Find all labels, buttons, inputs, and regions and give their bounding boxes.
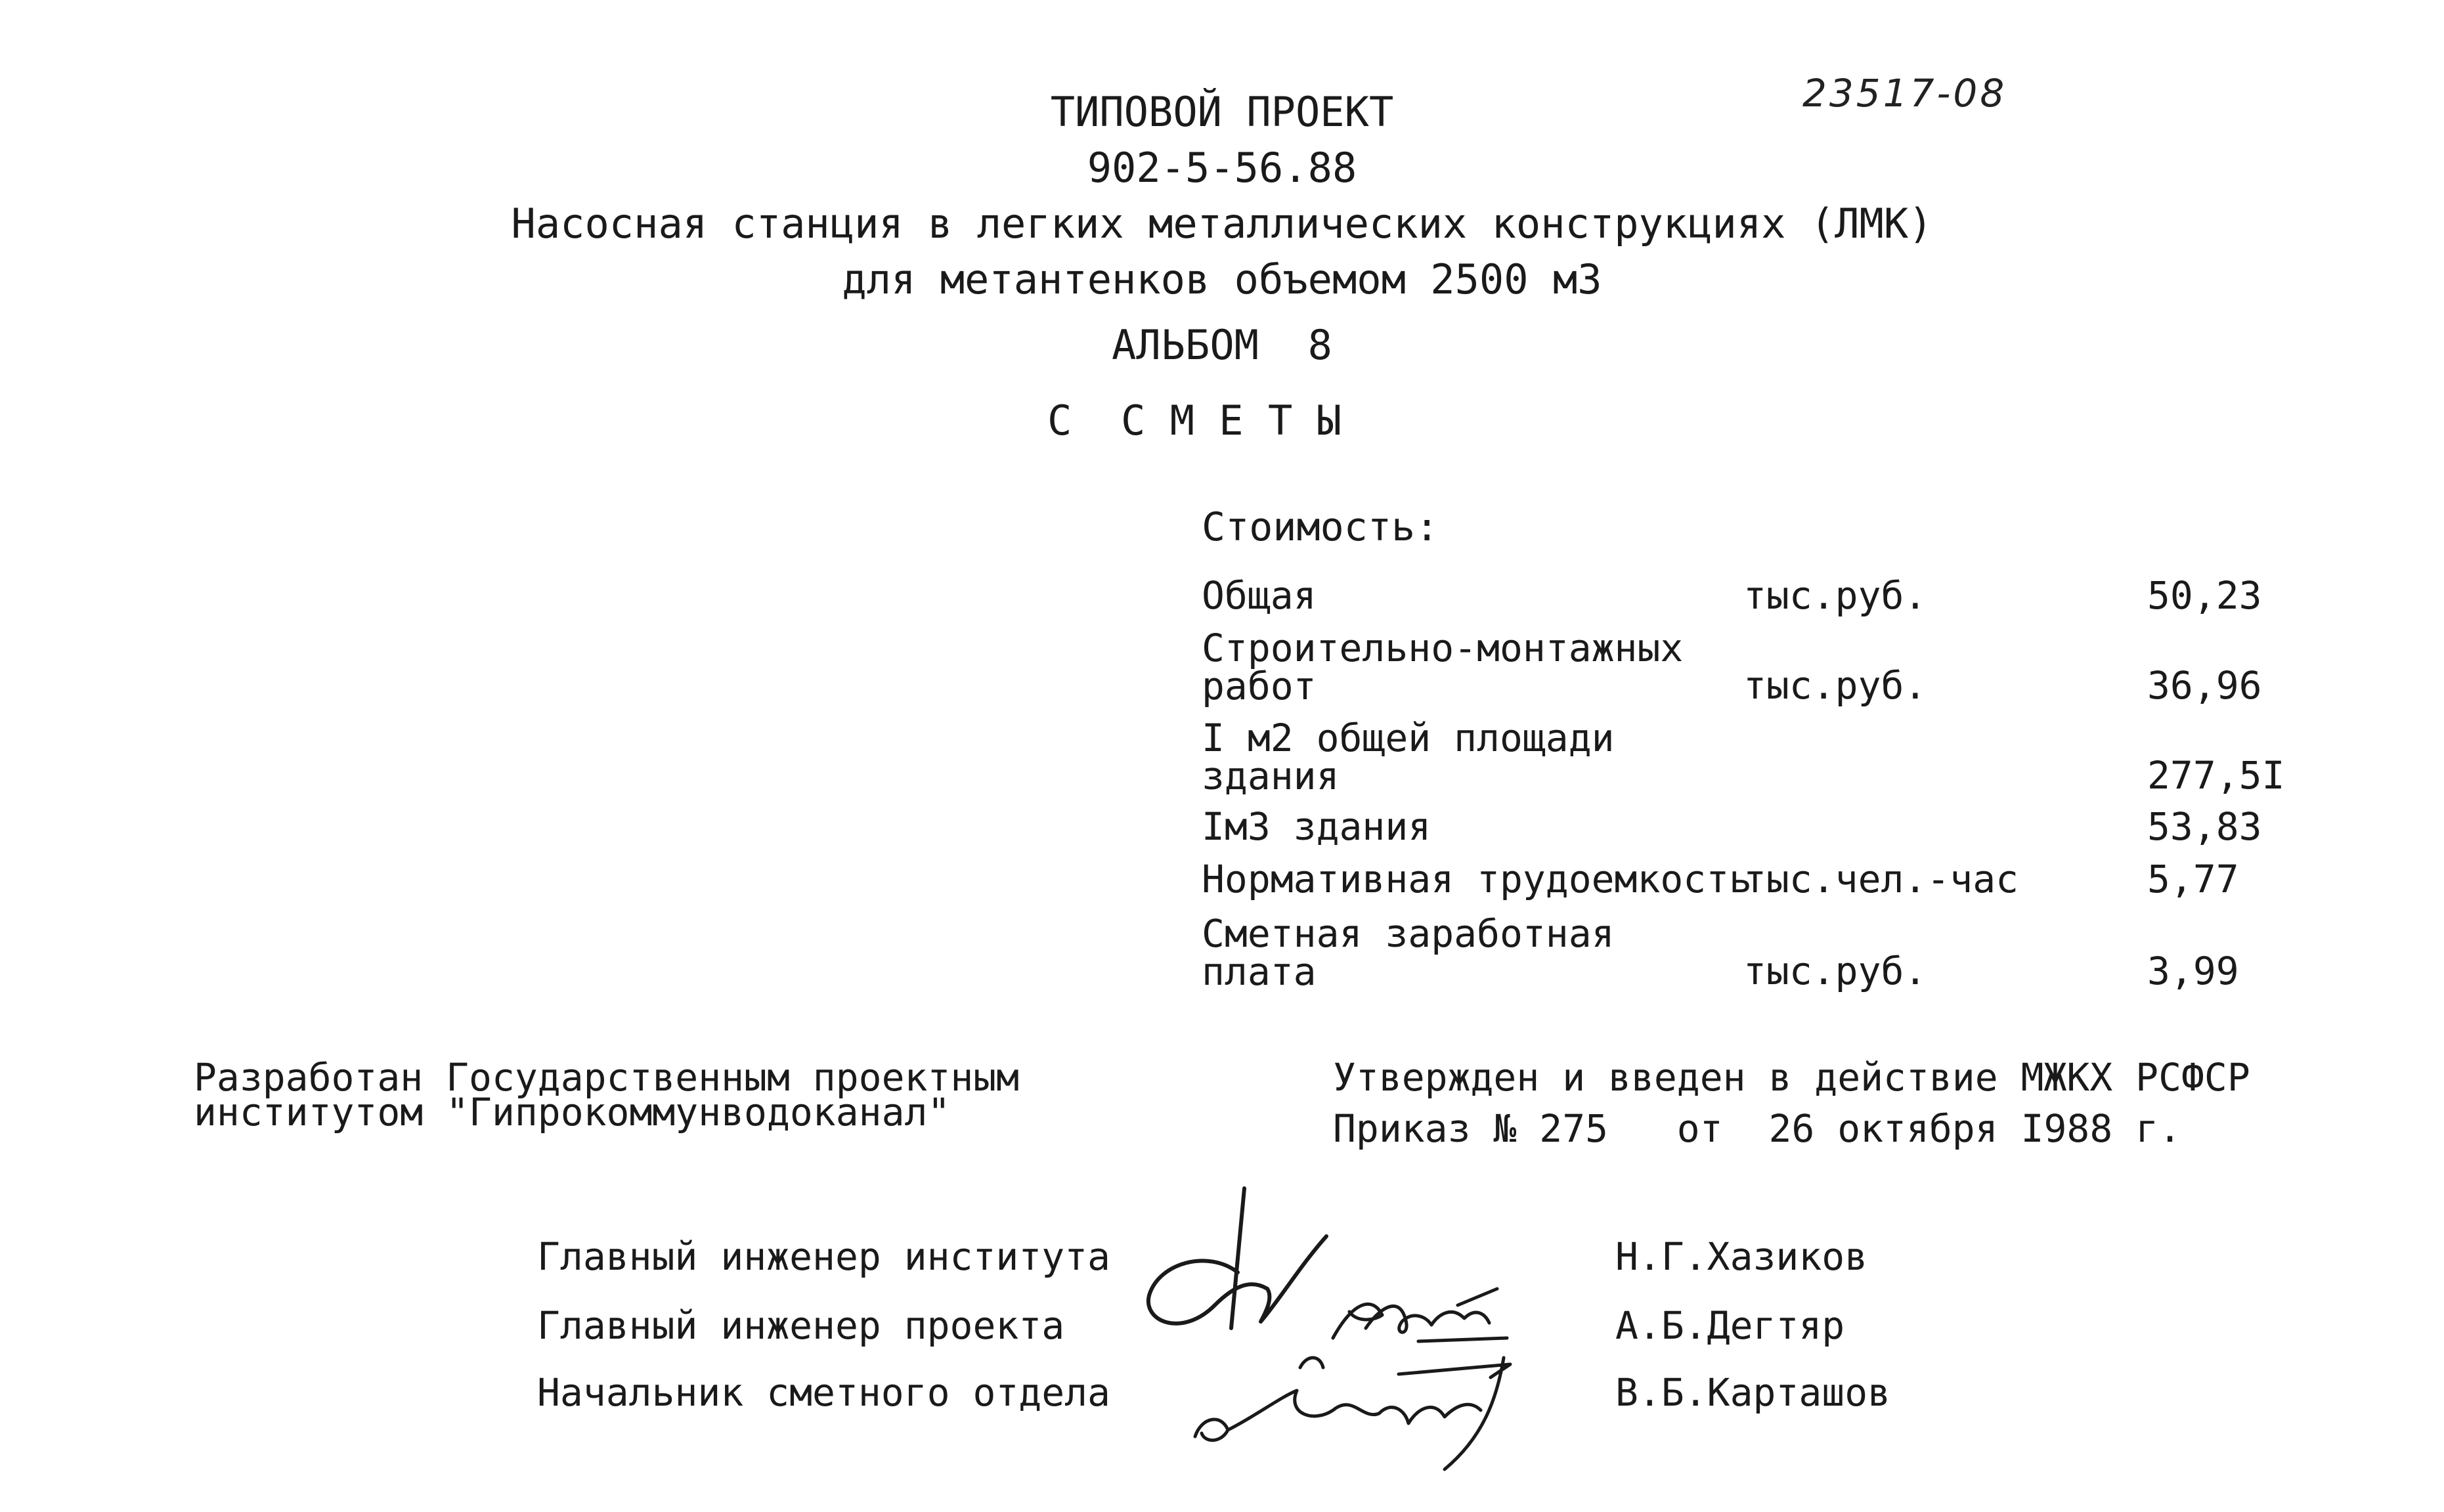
- cost-heading: Стоимость:: [1202, 504, 1439, 550]
- cost-row-unit: тыс.чел.-час: [1743, 857, 2019, 901]
- signatory-position: Главный инженер проекта: [537, 1303, 1065, 1348]
- cost-row-value: 3,99: [2147, 949, 2239, 993]
- cost-row-label: Нормативная трудоемкость: [1202, 857, 1753, 901]
- developer-line2: институтом "Гипрокоммунводоканал": [194, 1090, 951, 1134]
- approval-line1: Утвержден и введен в действие МЖКХ РСФСР: [1333, 1055, 2250, 1100]
- project-title-line2: для метантенков объемом 2500 м3: [842, 255, 1602, 303]
- cost-row-value: 36,96: [2147, 663, 2262, 708]
- cost-row-unit: тыс.руб.: [1743, 949, 1927, 993]
- signatory-name: В.Б.Карташов: [1615, 1370, 1891, 1415]
- signatory-position: Начальник сметного отдела: [537, 1370, 1110, 1415]
- cost-row-label: I м2 общей площади здания: [1202, 716, 1615, 798]
- cost-row-unit: тыс.руб.: [1743, 573, 1927, 618]
- document-number: 23517-08: [1802, 71, 2007, 116]
- signatory-name: Н.Г.Хазиков: [1615, 1234, 1868, 1279]
- cost-row-label: Общая: [1202, 573, 1317, 618]
- project-title-line1: Насосная станция в легких металлических конструкциях (ЛМК): [511, 200, 1933, 248]
- cost-row-unit: тыс.руб.: [1743, 663, 1927, 708]
- signatory-name: А.Б.Дегтяр: [1615, 1303, 1845, 1348]
- cost-row-value: 277,5I: [2147, 753, 2285, 798]
- approval-line2: Приказ № 275 от 26 октября I988 г.: [1333, 1106, 2182, 1151]
- project-type: ТИПОВОЙ ПРОЕКТ: [1050, 88, 1394, 136]
- project-code: 902-5-56.88: [1087, 144, 1357, 192]
- developer-line1: Разработан Государственным проектным: [194, 1055, 1020, 1100]
- section-title: С С М Е Т Ы: [1047, 397, 1342, 444]
- cost-row-label: Iм3 здания: [1202, 804, 1431, 849]
- cost-row-label: Сметная заработная плата: [1202, 911, 1615, 994]
- album-number: АЛЬБОМ 8: [1112, 321, 1332, 369]
- cost-row-value: 53,83: [2147, 804, 2262, 849]
- signature-head-estimates: [1182, 1313, 1550, 1488]
- signatory-position: Главный инженер института: [537, 1234, 1110, 1279]
- cost-row-label: Строительно-монтажных работ: [1202, 626, 1684, 708]
- cost-row-value: 50,23: [2147, 573, 2262, 618]
- cost-row-value: 5,77: [2147, 857, 2239, 901]
